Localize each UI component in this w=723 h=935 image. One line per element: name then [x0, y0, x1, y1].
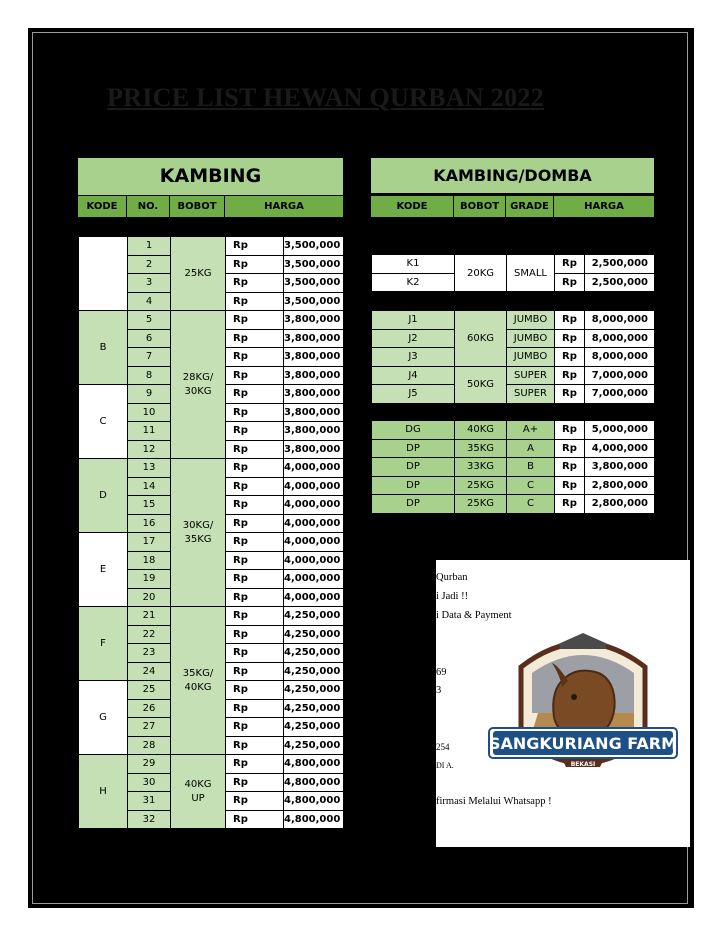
grade-cell: B [507, 458, 555, 477]
currency-cell: Rp [226, 311, 284, 330]
no-cell: 3 [128, 274, 171, 293]
price-cell: 3,800,000 [284, 311, 344, 330]
bobot-cell: 60KG [455, 311, 507, 367]
no-cell: 24 [128, 662, 171, 681]
kode-cell: DG [372, 421, 455, 440]
info-line: 3 [436, 685, 442, 696]
col-grade: GRADE [506, 196, 554, 217]
price-cell: 3,800,000 [284, 348, 344, 367]
price-cell: 4,000,000 [284, 588, 344, 607]
sangkuriang-farm-logo [486, 625, 680, 785]
no-cell: 7 [128, 348, 171, 367]
currency-cell: Rp [555, 439, 585, 458]
currency-cell: Rp [226, 329, 284, 348]
price-cell: 3,800,000 [284, 329, 344, 348]
grade-cell: SUPER [507, 385, 555, 404]
grade-cell: JUMBO [507, 348, 555, 367]
no-cell: 17 [128, 533, 171, 552]
price-cell: 8,000,000 [585, 311, 655, 330]
currency-cell: Rp [555, 366, 585, 385]
no-cell: 15 [128, 496, 171, 515]
no-cell: 14 [128, 477, 171, 496]
bobot-cell: 50KG [455, 366, 507, 403]
no-cell: 23 [128, 644, 171, 663]
domba-group-table [371, 310, 655, 404]
bobot-cell: 28KG/ 30KG [171, 311, 226, 459]
currency-cell: Rp [555, 476, 585, 495]
kode-cell: E [79, 533, 128, 607]
bobot-cell: 25KG [455, 495, 507, 514]
currency-cell: Rp [226, 810, 284, 829]
no-cell: 29 [128, 755, 171, 774]
no-cell: 27 [128, 718, 171, 737]
kode-cell: DP [372, 439, 455, 458]
price-cell: 2,500,000 [585, 273, 655, 292]
currency-cell: Rp [555, 311, 585, 330]
bobot-cell: 30KG/ 35KG [171, 459, 226, 607]
no-cell: 1 [128, 237, 171, 256]
info-line: 69 [436, 667, 447, 678]
price-cell: 4,250,000 [284, 662, 344, 681]
table-row [372, 311, 655, 330]
currency-cell: Rp [226, 533, 284, 552]
kode-cell: K1 [372, 255, 455, 274]
currency-cell: Rp [226, 274, 284, 293]
currency-cell: Rp [226, 792, 284, 811]
currency-cell: Rp [226, 699, 284, 718]
kode-cell: D [79, 459, 128, 533]
page-title: PRICE LIST HEWAN QURBAN 2022 [107, 83, 544, 112]
price-cell: 3,800,000 [284, 385, 344, 404]
col-bobot: BOBOT [170, 196, 225, 217]
domba-group-table [371, 254, 655, 292]
price-cell: 2,800,000 [585, 476, 655, 495]
col-no: NO. [127, 196, 170, 217]
currency-cell: Rp [226, 644, 284, 663]
no-cell: 12 [128, 440, 171, 459]
price-cell: 3,500,000 [284, 237, 344, 256]
currency-cell: Rp [226, 477, 284, 496]
currency-cell: Rp [226, 625, 284, 644]
no-cell: 16 [128, 514, 171, 533]
price-cell: 3,800,000 [284, 422, 344, 441]
col-kode: KODE [371, 196, 454, 217]
no-cell: 26 [128, 699, 171, 718]
domba-header: KAMBING/DOMBA [371, 158, 654, 193]
table-row [79, 311, 344, 330]
kode-cell: H [79, 755, 128, 829]
info-line: 254 [436, 742, 450, 752]
currency-cell: Rp [226, 773, 284, 792]
currency-cell: Rp [226, 440, 284, 459]
currency-cell: Rp [555, 458, 585, 477]
currency-cell: Rp [555, 385, 585, 404]
info-line: i Jadi !! [436, 591, 469, 602]
price-cell: 8,000,000 [585, 329, 655, 348]
currency-cell: Rp [226, 607, 284, 626]
no-cell: 6 [128, 329, 171, 348]
price-cell: 4,250,000 [284, 625, 344, 644]
currency-cell: Rp [226, 422, 284, 441]
kode-cell: J3 [372, 348, 455, 367]
no-cell: 5 [128, 311, 171, 330]
currency-cell: Rp [555, 348, 585, 367]
bobot-cell: 20KG [455, 255, 507, 292]
price-cell: 3,800,000 [585, 458, 655, 477]
no-cell: 13 [128, 459, 171, 478]
table-row [372, 366, 655, 385]
price-cell: 4,250,000 [284, 699, 344, 718]
currency-cell: Rp [226, 718, 284, 737]
price-cell: 4,000,000 [284, 496, 344, 515]
no-cell: 11 [128, 422, 171, 441]
bobot-cell: 33KG [455, 458, 507, 477]
grade-cell: JUMBO [507, 329, 555, 348]
price-cell: 8,000,000 [585, 348, 655, 367]
table-row [79, 237, 344, 256]
currency-cell: Rp [226, 366, 284, 385]
kode-cell: G [79, 681, 128, 755]
kode-cell: J2 [372, 329, 455, 348]
price-cell: 4,800,000 [284, 792, 344, 811]
grade-cell: C [507, 495, 555, 514]
no-cell: 21 [128, 607, 171, 626]
grade-cell: C [507, 476, 555, 495]
bobot-cell: 35KG [455, 439, 507, 458]
bobot-cell: 25KG [455, 476, 507, 495]
kode-cell: J4 [372, 366, 455, 385]
price-cell: 4,800,000 [284, 810, 344, 829]
currency-cell: Rp [555, 495, 585, 514]
price-cell: 3,500,000 [284, 274, 344, 293]
col-kode: KODE [78, 196, 127, 217]
currency-cell: Rp [226, 588, 284, 607]
table-row [372, 421, 655, 440]
price-cell: 7,000,000 [585, 385, 655, 404]
currency-cell: Rp [226, 292, 284, 311]
bobot-cell: 25KG [171, 237, 226, 311]
no-cell: 20 [128, 588, 171, 607]
no-cell: 9 [128, 385, 171, 404]
domba-subheader [371, 196, 654, 217]
currency-cell: Rp [226, 681, 284, 700]
price-cell: 4,800,000 [284, 773, 344, 792]
price-cell: 3,500,000 [284, 255, 344, 274]
col-bobot: BOBOT [454, 196, 506, 217]
col-harga: HARGA [264, 201, 304, 212]
kode-cell: F [79, 607, 128, 681]
currency-cell: Rp [226, 255, 284, 274]
no-cell: 28 [128, 736, 171, 755]
currency-cell: Rp [226, 459, 284, 478]
domba-group-table [371, 420, 655, 514]
no-cell: 2 [128, 255, 171, 274]
price-cell: 4,000,000 [284, 570, 344, 589]
kode-cell: DP [372, 458, 455, 477]
no-cell: 8 [128, 366, 171, 385]
table-row [372, 476, 655, 495]
table-row [372, 348, 655, 367]
col-harga: HARGA [584, 201, 624, 212]
currency-cell: Rp [555, 273, 585, 292]
price-cell: 4,250,000 [284, 736, 344, 755]
currency-cell: Rp [226, 385, 284, 404]
grade-cell: A [507, 439, 555, 458]
price-cell: 4,250,000 [284, 681, 344, 700]
kode-cell: DP [372, 476, 455, 495]
currency-cell: Rp [226, 736, 284, 755]
currency-cell: Rp [555, 255, 585, 274]
kode-cell: B [79, 311, 128, 385]
price-cell: 7,000,000 [585, 366, 655, 385]
price-cell: 3,800,000 [284, 403, 344, 422]
no-cell: 4 [128, 292, 171, 311]
kode-cell: K2 [372, 273, 455, 292]
no-cell: 30 [128, 773, 171, 792]
price-cell: 4,250,000 [284, 644, 344, 663]
grade-cell: A+ [507, 421, 555, 440]
price-cell: 2,800,000 [585, 495, 655, 514]
price-cell: 4,250,000 [284, 718, 344, 737]
table-row [79, 755, 344, 774]
bobot-cell: 35KG/ 40KG [171, 607, 226, 755]
bobot-cell: 40KG UP [171, 755, 226, 829]
no-cell: 31 [128, 792, 171, 811]
price-cell: 4,000,000 [284, 514, 344, 533]
currency-cell: Rp [226, 570, 284, 589]
info-line: firmasi Melalui Whatsapp ! [436, 796, 552, 807]
currency-cell: Rp [555, 329, 585, 348]
table-row [79, 459, 344, 478]
table-row [372, 495, 655, 514]
currency-cell: Rp [555, 421, 585, 440]
kode-cell: J1 [372, 311, 455, 330]
no-cell: 18 [128, 551, 171, 570]
kode-cell: J5 [372, 385, 455, 404]
price-cell: 2,500,000 [585, 255, 655, 274]
no-cell: 25 [128, 681, 171, 700]
info-line: Qurban [436, 572, 468, 583]
currency-cell: Rp [226, 496, 284, 515]
currency-cell: Rp [226, 662, 284, 681]
price-cell: 5,000,000 [585, 421, 655, 440]
no-cell: 10 [128, 403, 171, 422]
grade-cell: SMALL [507, 255, 555, 292]
logo-text: SANGKURIANG FARM [488, 734, 678, 753]
table-row [372, 329, 655, 348]
kambing-table [78, 236, 344, 829]
grade-cell: SUPER [507, 366, 555, 385]
info-line: i Data & Payment [436, 610, 512, 621]
currency-cell: Rp [226, 514, 284, 533]
price-cell: 4,000,000 [284, 459, 344, 478]
info-line: DI A. [436, 761, 454, 770]
no-cell: 22 [128, 625, 171, 644]
kode-cell [79, 237, 128, 311]
price-cell: 3,800,000 [284, 440, 344, 459]
kambing-subheader [78, 196, 343, 217]
kode-cell: C [79, 385, 128, 459]
table-row [372, 385, 655, 404]
price-cell: 3,500,000 [284, 292, 344, 311]
price-cell: 4,000,000 [284, 477, 344, 496]
price-cell: 4,000,000 [284, 533, 344, 552]
price-cell: 4,000,000 [585, 439, 655, 458]
price-cell: 4,250,000 [284, 607, 344, 626]
kode-cell: DP [372, 495, 455, 514]
currency-cell: Rp [226, 237, 284, 256]
kambing-header: KAMBING [78, 158, 343, 195]
currency-cell: Rp [226, 755, 284, 774]
table-row [372, 458, 655, 477]
table-row [372, 439, 655, 458]
currency-cell: Rp [226, 551, 284, 570]
logo-subtext: BEKASI [570, 761, 596, 768]
price-cell: 3,800,000 [284, 366, 344, 385]
no-cell: 32 [128, 810, 171, 829]
price-cell: 4,800,000 [284, 755, 344, 774]
no-cell: 19 [128, 570, 171, 589]
currency-cell: Rp [226, 403, 284, 422]
table-row [79, 607, 344, 626]
table-row [372, 255, 655, 274]
currency-cell: Rp [226, 348, 284, 367]
bobot-cell: 40KG [455, 421, 507, 440]
price-cell: 4,000,000 [284, 551, 344, 570]
grade-cell: JUMBO [507, 311, 555, 330]
